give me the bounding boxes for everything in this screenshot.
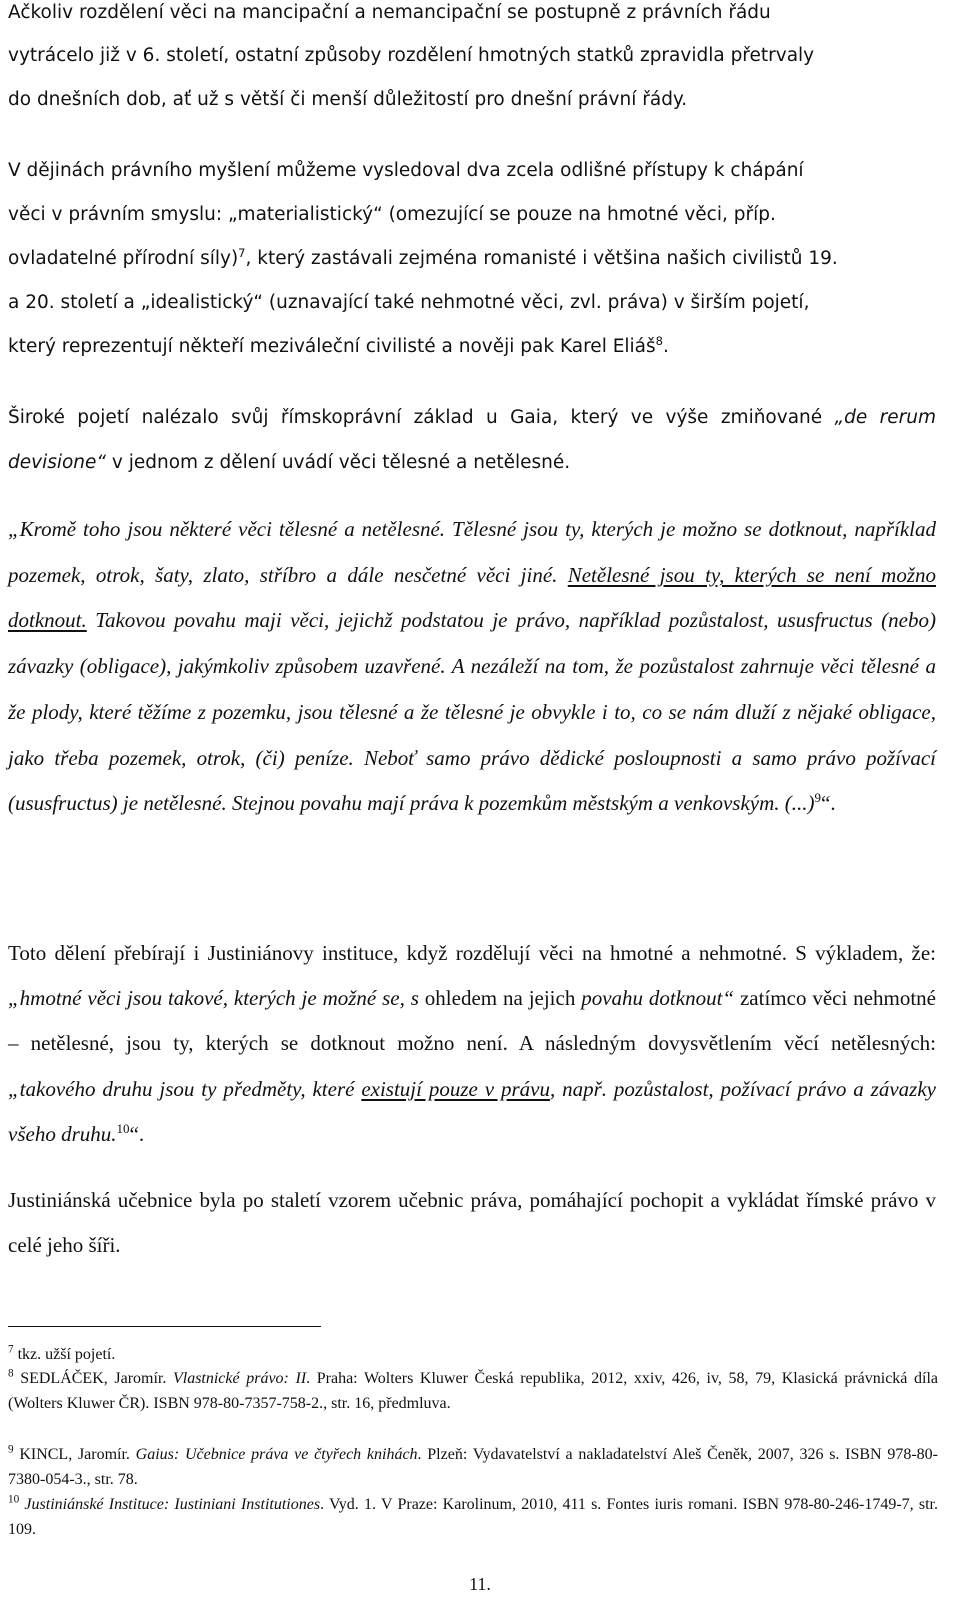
italic-quote: , např. pozůstalost, požívací právo a závazky všeho druhu. bbox=[8, 1076, 936, 1146]
page-number: 11. bbox=[469, 1574, 491, 1594]
footnote-text: tkz. užší pojetí. bbox=[13, 1346, 116, 1363]
paragraph-line bbox=[8, 236, 936, 281]
paragraph-line: V dějinách právního myšlení můžeme vysledoval dva zcela odlišné přístupy k chápání bbox=[8, 160, 804, 181]
footnote-number: 8 bbox=[8, 1367, 14, 1380]
text-run: . bbox=[662, 336, 669, 357]
italic-term: „de rerum devisione“ bbox=[8, 407, 936, 473]
footnote-ref: 10 bbox=[116, 1120, 130, 1136]
paragraph-line: Ačkoliv rozdělení věci na mancipační a nemancipační se postupně z právních řádu bbox=[8, 2, 771, 23]
footnote-text: KINCL, Jaromír. bbox=[13, 1446, 136, 1463]
text-run: Toto dělení přebírají i Justiniánovy instituce, když rozdělují věci na hmotné a nehmotné. S výkladem, že: bbox=[8, 941, 936, 965]
footnote-ref: 9 bbox=[814, 790, 822, 806]
footnote-title: Vlastnické právo: II bbox=[172, 1370, 307, 1387]
footnote-10 bbox=[8, 1492, 938, 1542]
paragraph-gaius bbox=[8, 395, 936, 485]
italic-underlined: existují pouze v právu bbox=[361, 1076, 550, 1101]
footnote-8 bbox=[8, 1366, 938, 1416]
gaius-quote bbox=[8, 507, 936, 827]
text-run: v jednom z dělení uvádí věci tělesné a netělesné. bbox=[106, 452, 571, 473]
paragraph-line bbox=[8, 324, 936, 369]
footnote-text: . Vyd. 1. V Praze: Karolinum, 2010, 411 s. Fontes iuris romani. ISBN 978-80-246-1749-7, str. 109. bbox=[8, 1496, 939, 1538]
quote-underlined: Netělesné jsou ty, kterých se není možno dotknout. bbox=[8, 562, 936, 633]
footnote-number: 7 bbox=[8, 1343, 14, 1356]
italic-quote: povahu dotknout“ bbox=[581, 986, 735, 1011]
quote-end: “. bbox=[129, 1121, 145, 1146]
text-run: který reprezentují někteří meziváleční civilisté a nověji pak Karel Eliáš bbox=[8, 336, 656, 357]
footnote-ref: 7 bbox=[238, 245, 246, 260]
italic-quote: „hmotné věci jsou takové, kterých je možné se, s bbox=[8, 986, 419, 1011]
footnote-title: Gaius: Učebnice práva ve čtyřech knihách bbox=[135, 1446, 418, 1463]
paragraph-line: věci v právním smyslu: „materialistický“ (omezující se pouze na hmotné věci, příp. bbox=[8, 204, 776, 225]
footnote-text: . Praha: Wolters Kluwer Česká republika, 2012, xxiv, 426, iv, 58, 79, Klasická právnická díla (Wolters Kluwer ČR). ISBN 978-80-7357-758-2., str. 16, předmluva. bbox=[8, 1370, 938, 1412]
text-run: , který zastávali zejména romanisté i většina našich civilistů 19. bbox=[245, 248, 838, 269]
footnote-text: . Plzeň: Vydavatelství a nakladatelství Aleš Čeněk, 2007, 326 s. ISBN 978-80-7380-054-3., str. 78. bbox=[8, 1446, 939, 1488]
quote-end: “. bbox=[821, 791, 836, 816]
footnote-number: 9 bbox=[8, 1443, 14, 1456]
text-run: Široké pojetí nalézalo svůj římskoprávní základ u Gaia, který ve výše zmiňované bbox=[8, 407, 835, 428]
paragraph-textbook: Justiniánská učebnice byla po staletí vzorem učebnic práva, pomáhající pochopit a vykládat římské právo v celé jeho šíři. bbox=[8, 1188, 936, 1257]
paragraph-line: a 20. století a „idealistický“ (uznavající také nehmotné věci, zvl. práva) v širším pojetí, bbox=[8, 292, 810, 313]
paragraph-justinian bbox=[8, 931, 936, 1157]
footnote-9 bbox=[8, 1442, 938, 1492]
quote-text: „Kromě toho jsou některé věci tělesné a netělesné. Tělesné jsou ty, kterých je možno se dotknout, například pozemek, otrok, šaty, zlato, stříbro a dále nesčetné věci jiné. bbox=[8, 517, 936, 587]
text-run: ohledem na jejich bbox=[418, 986, 582, 1011]
footnote-text: SEDLÁČEK, Jaromír. bbox=[13, 1370, 173, 1387]
text-run: ovladatelné přírodní síly) bbox=[8, 248, 239, 269]
italic-quote: „takového druhu jsou ty předměty, které bbox=[8, 1076, 362, 1101]
quote-text: Takovou povahu maji věci, jejichž podstatou je právo, například pozůstalost, ususfructus (nebo) závazky (obligace), jakýmkoliv způsobem uzavřené. A nezáleží na tom, že pozůstalost zahrnuje věci tělesné a že plody, které těžíme z pozemku, jsou tělesné a že tělesné je obvykle i to, co se nám dluží z nějaké obligace, jako třeba pozemek, otrok, (či) peníze. Neboť samo právo dědické posloupnosti a samo právo požívací (ususfructus) je netělesné. Stejnou povahu mají práva k pozemkům městským a venkovským. (...) bbox=[8, 608, 936, 816]
footnote-7 bbox=[8, 1342, 938, 1367]
paragraph-line: do dnešních dob, ať už s větší či menší důležitostí pro dnešní právní řády. bbox=[8, 89, 688, 110]
text-run: zatímco věci nehmotné – netělesné, jsou ty, kterých se dotknout možno není. A následným dovysvětlením věcí netělesných: bbox=[8, 986, 936, 1056]
footnote-ref: 8 bbox=[655, 333, 663, 348]
footnote-title: Justiniánské Instituce: Iustiniani Institutiones bbox=[24, 1496, 321, 1513]
paragraph-line: vytrácelo již v 6. století, ostatní způsoby rozdělení hmotných statků zpravidla přetrvaly bbox=[8, 45, 815, 66]
footnote-number: 10 bbox=[8, 1493, 20, 1506]
footnote-separator bbox=[8, 1326, 321, 1327]
